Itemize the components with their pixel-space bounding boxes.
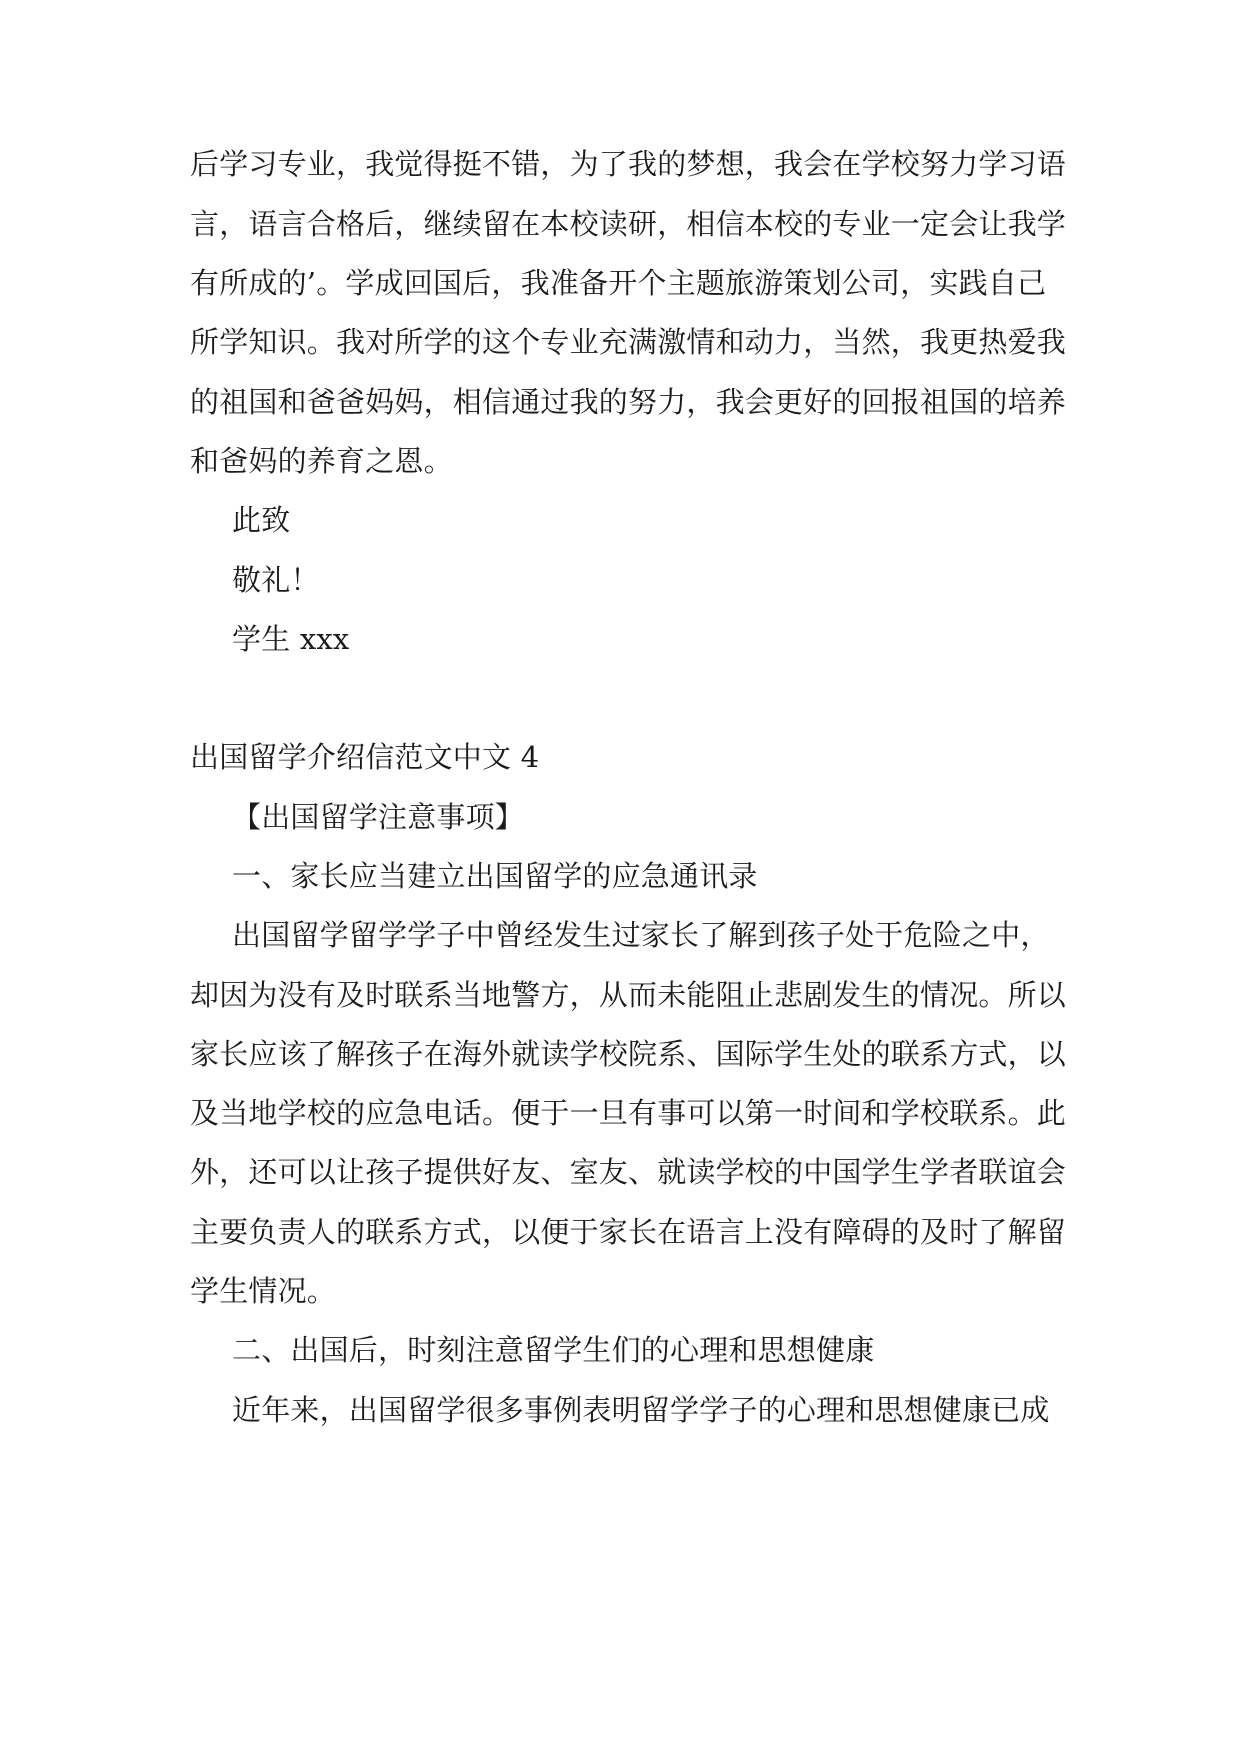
section-subheading: 【出国留学注意事项】	[232, 800, 525, 834]
body-text-line: 学生情况。	[190, 1274, 337, 1308]
body-text-line: 主要负责人的联系方式，以便于家长在语言上没有障碍的及时了解留	[190, 1215, 1067, 1249]
item-heading-1: 一、家长应当建立出国留学的应急通讯录	[232, 859, 758, 893]
body-text-line: 所学知识。我对所学的这个专业充满激情和动力，当然，我更热爱我	[190, 325, 1067, 359]
item-heading-2: 二、出国后，时刻注意留学生们的心理和思想健康	[232, 1333, 875, 1367]
body-text-line: 言，语言合格后，继续留在本校读研，相信本校的专业一定会让我学	[190, 207, 1067, 241]
section-title: 出国留学介绍信范文中文 4	[190, 740, 540, 774]
body-text-line: 外，还可以让孩子提供好友、室友、就读学校的中国学生学者联谊会	[190, 1155, 1067, 1189]
closing-regards: 敬礼！	[232, 563, 320, 597]
body-text-line: 出国留学留学学子中曾经发生过家长了解到孩子处于危险之中，	[232, 918, 1050, 952]
body-text-line: 后学习专业，我觉得挺不错，为了我的梦想，我会在学校努力学习语	[190, 147, 1067, 181]
body-text-line: 有所成的’。学成回国后，我准备开个主题旅游策划公司，实践自己	[190, 266, 1047, 300]
body-text-line: 却因为没有及时联系当地警方，从而未能阻止悲剧发生的情况。所以	[190, 978, 1067, 1012]
body-text-line: 及当地学校的应急电话。便于一旦有事可以第一时间和学校联系。此	[190, 1096, 1067, 1130]
body-text-line: 近年来，出国留学很多事例表明留学学子的心理和思想健康已成	[232, 1393, 1050, 1427]
body-text-line: 的祖国和爸爸妈妈，相信通过我的努力，我会更好的回报祖国的培养	[190, 385, 1067, 419]
body-text-line: 和爸妈的养育之恩。	[190, 444, 453, 478]
signature: 学生 xxx	[232, 622, 350, 656]
closing-salutation: 此致	[232, 503, 291, 537]
body-text-line: 家长应该了解孩子在海外就读学校院系、国际学生处的联系方式，以	[190, 1037, 1067, 1071]
